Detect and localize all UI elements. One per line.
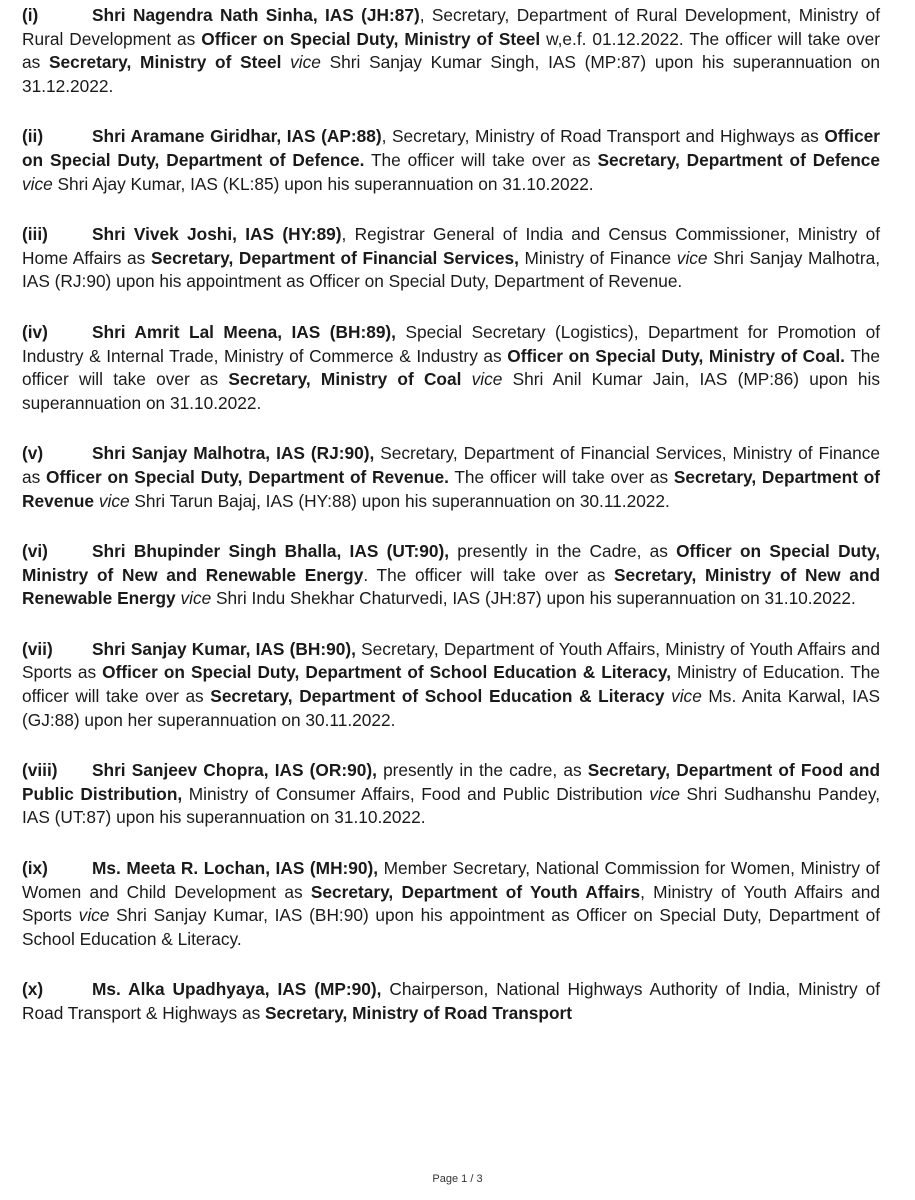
italic-text: vice — [290, 52, 321, 73]
body-text: Chairperson, National Highways Authority of India, Ministry of Road Transport & Highways as — [22, 979, 880, 1023]
body-text — [461, 369, 471, 389]
bold-text: Secretary, Ministry of New and Renewable Energy — [22, 564, 881, 609]
bold-text: Shri Amrit Lal Meena, IAS (BH:89), — [92, 321, 396, 342]
order-entry — [22, 4, 880, 98]
body-text: . The officer will take over as — [363, 564, 614, 585]
italic-text: vice — [22, 173, 53, 194]
bold-text: Secretary, Department of Revenue — [22, 466, 881, 511]
bold-text: Shri Aramane Giridhar, IAS (AP:88) — [92, 126, 382, 147]
bold-text: Shri Bhupinder Singh Bhalla, IAS (UT:90), — [92, 541, 450, 562]
bold-text: Shri Sanjeev Chopra, IAS (OR:90), — [92, 760, 377, 781]
entry-number: (i) — [22, 5, 39, 25]
italic-text: vice — [649, 783, 680, 804]
italic-text: vice — [671, 686, 702, 707]
order-entry — [22, 978, 880, 1025]
bold-text: Officer on Special Duty, Department of Defence. — [22, 126, 881, 170]
order-entry — [22, 759, 880, 830]
body-text: Secretary, Department of Financial Services, Ministry of Finance as — [22, 443, 880, 487]
body-text: Shri Tarun Bajaj, IAS (HY:88) upon his superannuation on 30.11.2022. — [129, 490, 670, 511]
body-text — [281, 52, 290, 72]
entry-number: (v) — [22, 443, 44, 464]
bold-text: Secretary, Department of Youth Affairs — [310, 881, 641, 902]
bold-text: Officer on Special Duty, Ministry of Coal. — [507, 345, 845, 366]
document-body — [22, 4, 880, 1053]
body-text: Secretary, Department of Youth Affairs, Ministry of Youth Affairs and Sports as — [22, 638, 880, 683]
body-text: Shri Anil Kumar Jain, IAS (MP:86) upon his superannuation on 31.10.2022. — [22, 369, 880, 413]
body-text: , Secretary, Ministry of Road Transport and Highways as — [381, 126, 825, 147]
bold-text: Officer on Special Duty, Ministry of New and Renewable Energy — [22, 541, 881, 585]
bold-text: Ms. Alka Upadhyaya, IAS (MP:90), — [92, 979, 382, 1000]
bold-text: Ms. Meeta R. Lochan, IAS (MH:90), — [92, 858, 379, 879]
body-text: The officer will take over as — [448, 466, 674, 487]
body-text: Member Secretary, National Commission for Women, Ministry of Women and Child Development as — [22, 858, 880, 902]
entry-number: (vi) — [22, 541, 48, 562]
bold-text: Shri Sanjay Malhotra, IAS (RJ:90), — [92, 443, 375, 464]
italic-text: vice — [180, 588, 212, 609]
body-text: Ministry of Consumer Affairs, Food and Public Distribution — [182, 783, 650, 804]
bold-text: Secretary, Department of Defence — [597, 149, 881, 170]
italic-text: vice — [676, 247, 708, 268]
entry-number: (viii) — [22, 760, 58, 781]
body-text: w,e.f. 01.12.2022. The officer will take over as — [22, 28, 880, 73]
bold-text: Secretary, Department of Financial Services, — [150, 247, 519, 268]
body-text: The officer will take over as — [364, 149, 598, 170]
order-entry — [22, 321, 880, 415]
italic-text: vice — [471, 369, 503, 390]
body-text: The officer will take over as — [22, 345, 880, 390]
order-entry — [22, 442, 880, 513]
body-text: Ministry of Education. The officer will take over as — [22, 662, 880, 707]
order-entry — [22, 857, 880, 951]
body-text: Shri Sudhanshu Pandey, IAS (UT:87) upon his superannuation on 31.10.2022. — [22, 783, 880, 828]
page-number: Page 1 / 3 — [432, 1173, 483, 1185]
entry-number: (x) — [22, 979, 44, 1000]
body-text: Ministry of Finance — [518, 247, 677, 268]
italic-text: vice — [98, 490, 130, 511]
entry-number: (iii) — [22, 224, 48, 245]
bold-text: Secretary, Ministry of Steel — [49, 52, 282, 73]
entry-number: (iv) — [22, 321, 48, 342]
body-text: Shri Indu Shekhar Chaturvedi, IAS (JH:87) upon his superannuation on 31.10.2022. — [211, 588, 856, 609]
entry-number: (vii) — [22, 638, 53, 659]
bold-text: Secretary, Department of Food and Public Distribution, — [22, 760, 881, 804]
body-text: , Secretary, Department of Rural Development, Ministry of Rural Development as — [22, 5, 880, 49]
bold-text: Secretary, Department of School Education & Literacy — [210, 686, 665, 707]
body-text: Ms. Anita Karwal, IAS (GJ:88) upon her superannuation on 30.11.2022. — [22, 686, 880, 730]
body-text: Shri Ajay Kumar, IAS (KL:85) upon his superannuation on 31.10.2022. — [52, 173, 594, 194]
bold-text: Secretary, Ministry of Road Transport — [265, 1003, 572, 1023]
bold-text: Shri Sanjay Kumar, IAS (BH:90), — [92, 638, 356, 659]
entry-number: (ix) — [22, 858, 48, 879]
order-entry — [22, 540, 880, 611]
body-text: presently in the Cadre, as — [449, 541, 677, 562]
bold-text: Shri Nagendra Nath Sinha, IAS (JH:87) — [92, 5, 420, 25]
bold-text: Shri Vivek Joshi, IAS (HY:89) — [92, 224, 342, 245]
body-text: Shri Sanjay Kumar, IAS (BH:90) upon his appointment as Officer on Special Duty, Department of School Education & Literacy. — [22, 905, 880, 949]
italic-text: vice — [78, 905, 110, 926]
entry-number: (ii) — [22, 126, 44, 147]
order-entry — [22, 125, 880, 196]
body-text: Shri Sanjay Malhotra, IAS (RJ:90) upon his appointment as Officer on Special Duty, Department of Revenue. — [22, 247, 881, 292]
body-text: Shri Sanjay Kumar Singh, IAS (MP:87) upon his superannuation on 31.12.2022. — [22, 52, 880, 96]
body-text: presently in the cadre, as — [376, 760, 588, 781]
order-entry — [22, 223, 880, 294]
bold-text: Officer on Special Duty, Ministry of Steel — [201, 28, 541, 49]
bold-text: Officer on Special Duty, Department of Revenue. — [46, 466, 449, 487]
body-text: , Registrar General of India and Census Commissioner, Ministry of Home Affairs as — [22, 224, 880, 268]
body-text: , Ministry of Youth Affairs and Sports — [22, 881, 881, 926]
order-entry — [22, 638, 880, 732]
bold-text: Secretary, Ministry of Coal — [228, 369, 462, 390]
bold-text: Officer on Special Duty, Department of School Education & Literacy, — [102, 662, 671, 683]
body-text: Special Secretary (Logistics), Department for Promotion of Industry & Internal Trade, Ministry of Commerce & Industry as — [22, 321, 880, 366]
